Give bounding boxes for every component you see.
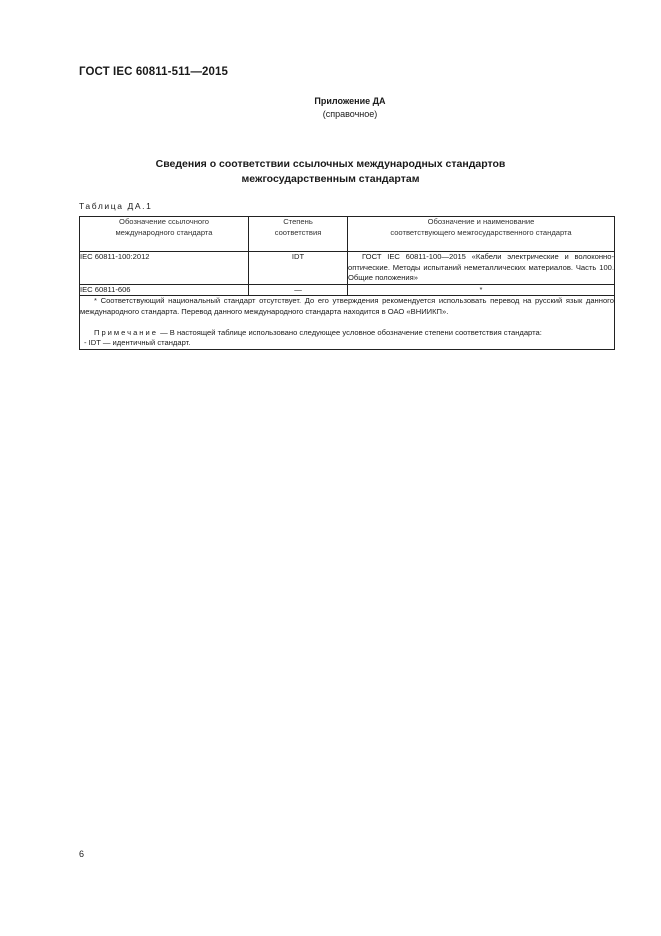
column-header-line: Обозначение ссылочного [119,217,209,226]
heading-line-1: Сведения о соответствии ссылочных международных стандартов [155,158,506,170]
appendix-title [0,95,661,108]
table-caption: Таблица ДА.1 [79,201,153,211]
section-heading [0,157,661,187]
note-paragraph [80,328,614,339]
cell-degree: IDT [249,252,348,285]
column-header-standard [348,217,615,252]
cell-standard: ГОСТ IEC 60811-100—2015 «Кабели электрические и волоконно-оптические. Методы испытаний неметаллических материалов. Часть 100. Общие положения» [348,252,615,285]
column-header-line: Обозначение и наименование [427,217,535,226]
column-header-degree [249,217,348,252]
table-header-row [80,217,615,252]
note-text: — В настоящей таблице использовано следующее условное обозначение степени соответствия стандарта: [157,327,542,337]
footnote-text: * Соответствующий национальный стандарт отсутствует. До его утверждения рекомендуется использовать перевод на русский язык данного международного стандарта. Перевод данного международного стандарта находится в ОАО «ВНИИКП». [80,296,614,316]
table-notes [80,296,615,349]
column-header-line: соответствия [274,227,322,237]
cell-designation: IEC 60811-100:2012 [80,252,249,285]
cell-standard: * [348,284,615,296]
appendix-subtitle [0,108,661,121]
correspondence-table [79,216,615,350]
note-item: - IDT — идентичный стандарт. [84,338,191,348]
appendix-label: Приложение ДА [314,96,386,106]
column-header-line: Степень [283,217,313,226]
note-label: Примечание [94,327,158,337]
table-notes-row [80,296,615,349]
page-number: 6 [79,849,85,859]
table-row [80,284,615,296]
heading-line-2: межгосударственным стандартам [241,173,420,185]
appendix-type: (справочное) [322,109,378,119]
cell-degree: — [249,284,348,296]
cell-designation: IEC 60811-606 [80,284,249,296]
document-code: ГОСТ IEC 60811-511—2015 [79,66,229,78]
table-row [80,252,615,285]
column-header-line: международного стандарта [115,227,213,237]
column-header-designation [80,217,249,252]
column-header-line: соответствующего межгосударственного стандарта [390,227,572,237]
